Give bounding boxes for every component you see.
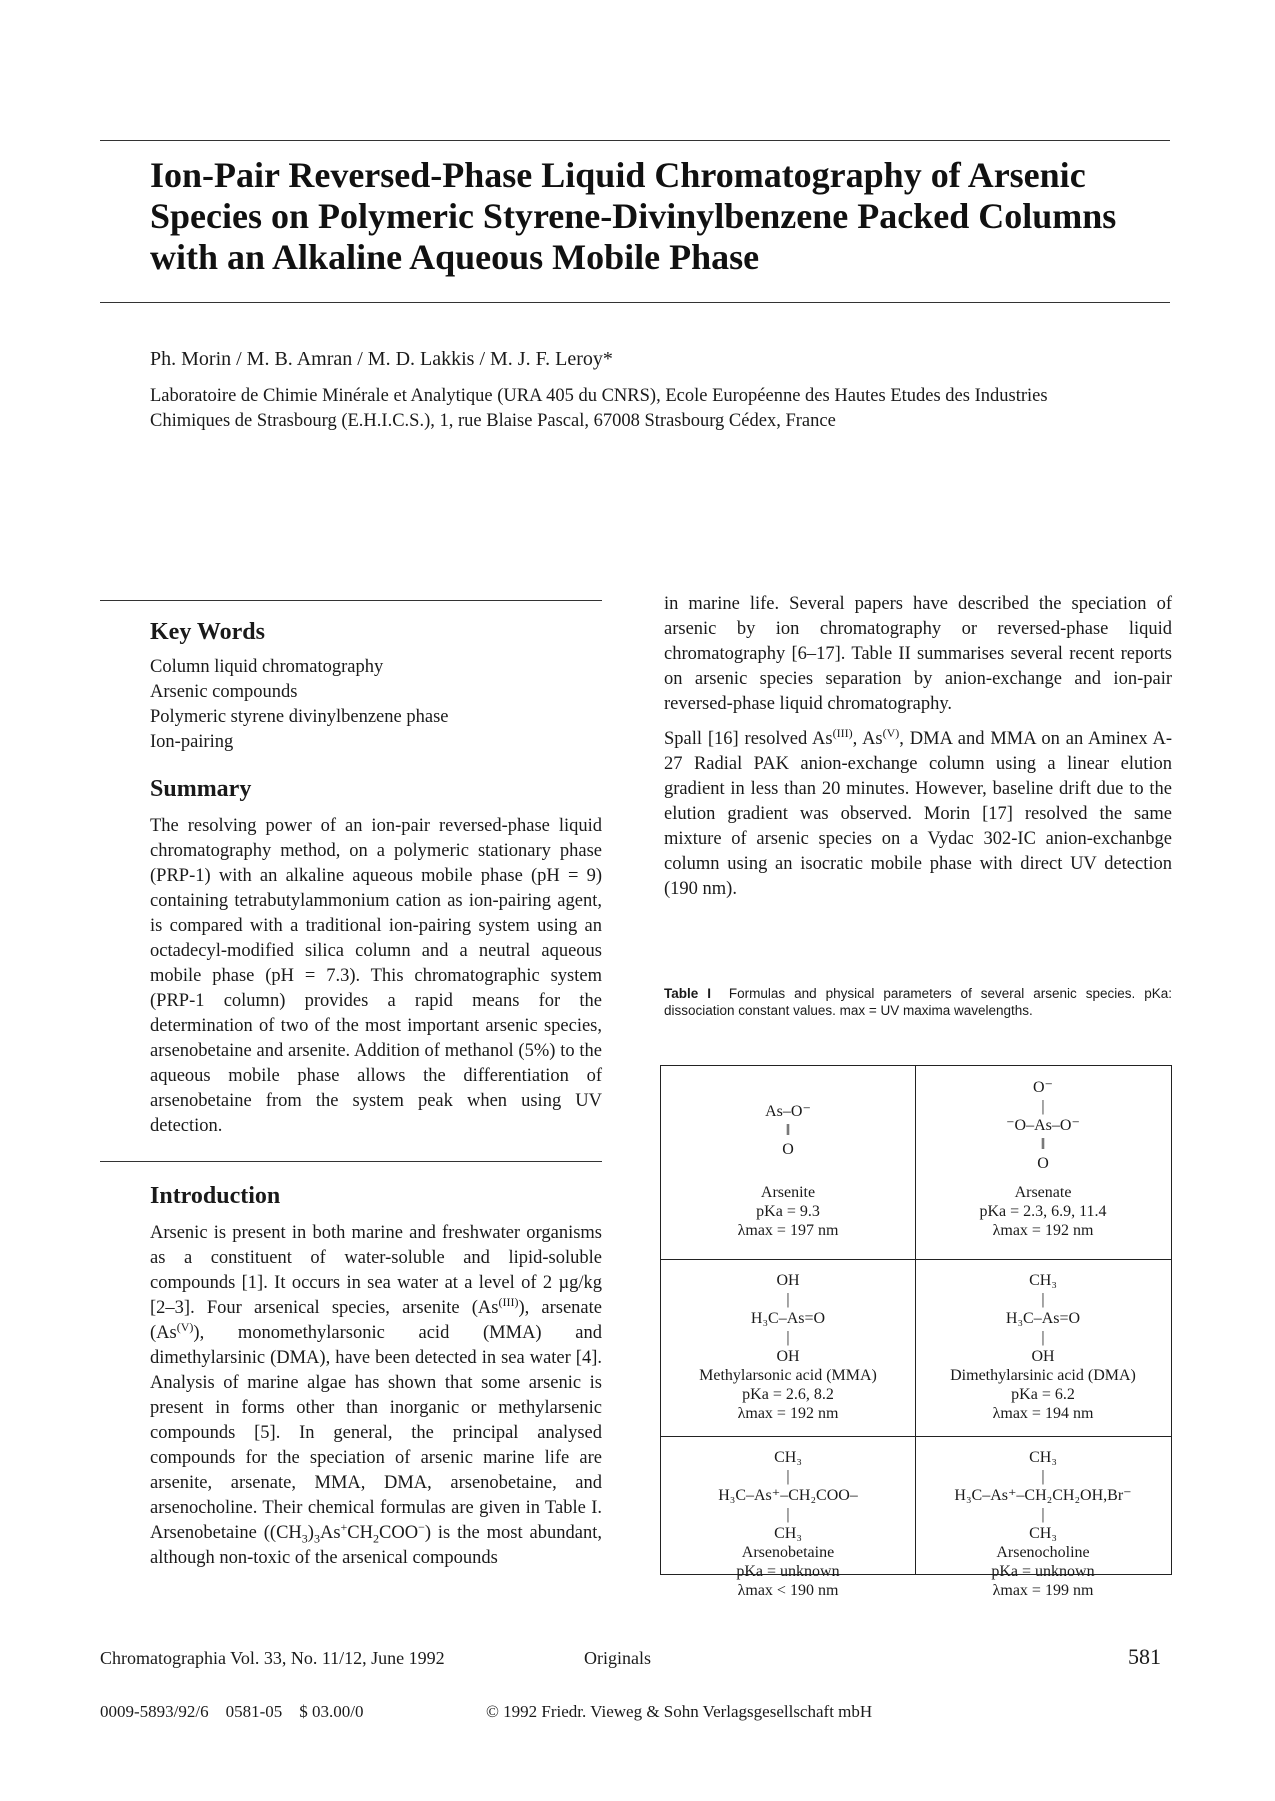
- arsenic-species-table: [660, 1065, 1172, 1599]
- title-bottom-rule: [100, 302, 1170, 303]
- table-caption-text: Formulas and physical parameters of several arsenic species. pKa: dissociation constant values. max = UV maxima wavelengths.: [664, 986, 1172, 1018]
- table-divider: [661, 1436, 1171, 1437]
- title-line-2: Species on Polymeric Styrene-Divinylbenzene Packed Columns: [150, 196, 1117, 236]
- article-code: 0009-5893/92/6 0581-05 $ 03.00/0: [100, 1702, 364, 1721]
- affiliation-line-1: Laboratoire de Chimie Minérale et Analytique (URA 405 du CNRS), Ecole Européenne des Hautes Etudes des Industries: [150, 386, 1048, 406]
- right-column: [664, 592, 1172, 902]
- introduction-heading: Introduction: [150, 1183, 281, 1209]
- journal-citation: Chromatographia Vol. 33, No. 11/12, June 1992: [100, 1648, 445, 1668]
- keyword-item: Arsenic compounds: [150, 682, 298, 702]
- table-cell-arsenobetaine: CH₃ | H₃C–As⁺–CH₂COO– | CH₃ Arsenobetaine pKa = unknown λmax < 190 nm: [718, 1449, 858, 1599]
- table-cell-arsenite: As–O⁻ ‖ O Arsenite pKa = 9.3 λmax = 197 nm: [737, 1103, 839, 1239]
- left-column: [150, 600, 602, 1571]
- table-divider: [661, 1259, 1171, 1260]
- table-cell-mma: OH | H₃C–As=O | OH Methylarsonic acid (MMA) pKa = 2.6, 8.2 λmax = 192 nm: [699, 1272, 877, 1422]
- section-label: Originals: [584, 1648, 651, 1668]
- authors: Ph. Morin / M. B. Amran / M. D. Lakkis / M. J. F. Leroy*: [150, 348, 613, 370]
- affiliation: [150, 384, 1180, 434]
- right-paragraph-2: Spall [16] resolved $As^{(III)}$, $As^{(V)}$, DMA and MMA on an Aminex A-27 Radial PAK anion-exchange column using a linear elution gradient in less than 20 minutes. However, baseline drift due to the elution gradient was observed. Morin [17] resolved the same mixture of arsenic species on a Vydac 302-IC anion-exchanbge column using an isocratic mobile phase with direct UV detection (190 nm).: [664, 725, 1173, 899]
- introduction-text: Arsenic is present in both marine and freshwater organisms as a constituent of water-soluble and lipid-soluble compounds [1]. It occurs in sea water at a level of 2 µg/kg [2–3]. Four arsenical species, arsenite $(As^{(III)})$, arsenate $(As^{(V)})$, monomethylarsonic acid (MMA) and dimethylarsinic (DMA), have been detected in sea water [4]. Analysis of marine algae has shown that some arsenic is present in forms other than inorganic or methylarsenic compounds [5]. In general, the principal analysed compounds for the speciation of arsenic marine life are arsenite, arsenate, MMA, DMA, arsenobetaine, and arsenocholine. Their chemical formulas are given in Table I. Arsenobetaine $((CH_3)_3As^+CH_2COO^-)$ is the most abundant, although non-toxic of the arsenical compounds: [150, 1223, 602, 1568]
- table-cell-dma: CH₃ | H₃C–As=O | OH Dimethylarsinic acid (DMA) pKa = 6.2 λmax = 194 nm: [950, 1272, 1136, 1422]
- table-label: Table I: [664, 986, 711, 1001]
- summary-text: The resolving power of an ion-pair reversed-phase liquid chromatography method, on a polymeric stationary phase (PRP-1) with an alkaline aqueous mobile phase (pH = 9) containing tetrabutylammonium cation as ion-pairing agent, is compared with a traditional ion-pairing system using an octadecyl-modified silica column and a neutral aqueous mobile phase (pH = 7.3). This chromatographic system (PRP-1 column) provides a rapid means for the determination of two of the most important arsenic species, arsenobetaine and arsenite. Addition of methanol (5%) to the aqueous mobile phase allows the differentiation of arsenobetaine from the system peak when using UV detection.: [150, 816, 602, 1136]
- top-rule: [100, 140, 1170, 141]
- page-number: 581: [1128, 1644, 1161, 1669]
- affiliation-line-2: Chimiques de Strasbourg (E.H.I.C.S.), 1, rue Blaise Pascal, 67008 Strasbourg Cédex, France: [150, 411, 836, 431]
- keyword-item: Column liquid chromatography: [150, 657, 384, 677]
- keyword-item: Polymeric styrene divinylbenzene phase: [150, 707, 449, 727]
- title-line-1: Ion-Pair Reversed-Phase Liquid Chromatography of Arsenic: [150, 155, 1086, 195]
- keyword-item: Ion-pairing: [150, 732, 234, 752]
- right-paragraph-1: in marine life. Several papers have described the speciation of arsenic by ion chromatography or reversed-phase liquid chromatography [6–17]. Table II summarises several recent reports on arsenic species separation by anion-exchange and ion-pair reversed-phase liquid chromatography.: [664, 594, 1172, 714]
- table-caption: [664, 985, 1172, 1019]
- summary-rule: [100, 1161, 602, 1162]
- copyright: © 1992 Friedr. Vieweg & Sohn Verlagsgesellschaft mbH: [486, 1702, 873, 1721]
- paper-title: [150, 155, 1170, 278]
- table-cell-arsenate: O⁻ | ⁻O–As–O⁻ ‖ O Arsenate pKa = 2.3, 6.9, 11.4 λmax = 192 nm: [979, 1079, 1107, 1239]
- title-line-3: with an Alkaline Aqueous Mobile Phase: [150, 237, 760, 277]
- keywords-heading: Key Words: [150, 619, 265, 645]
- keyword-list: [150, 655, 602, 755]
- table-cell-arsenocholine: CH₃ | H₃C–As⁺–CH₂CH₂OH,Br⁻ | CH₃ Arsenocholine pKa = unknown λmax = 199 nm: [954, 1449, 1132, 1599]
- summary-heading: Summary: [150, 776, 252, 802]
